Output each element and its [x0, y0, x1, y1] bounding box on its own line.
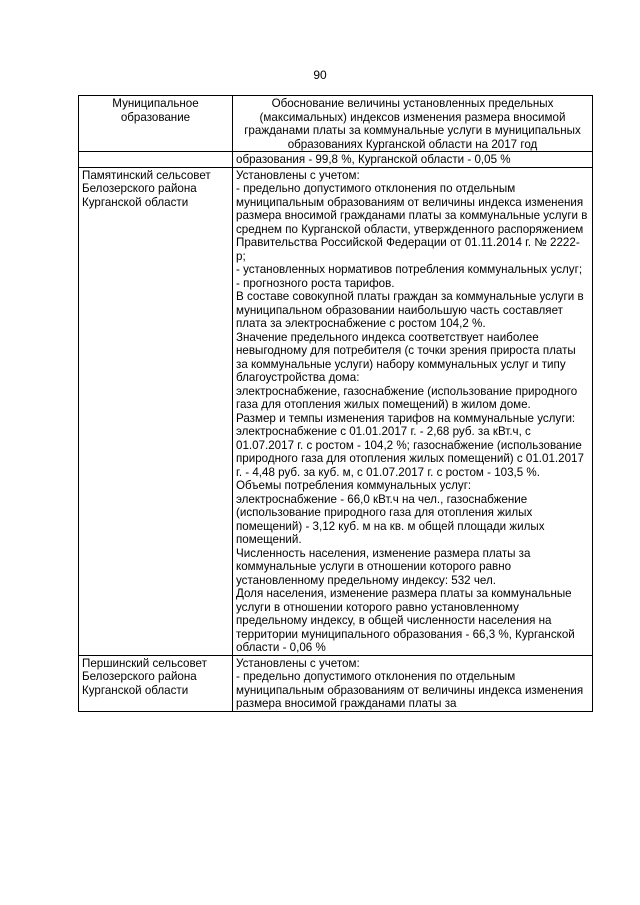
- header-justification: Обоснование величины установленных предельных (максимальных) индексов изменения размера вносимой гражданами платы за коммунальные услуги в муниципальных образованиях Курганской области на 2017 год: [233, 96, 593, 152]
- table-row: [79, 655, 593, 711]
- paragraph: - установленных нормативов потребления коммунальных услуг;: [236, 263, 583, 276]
- paragraph: - прогнозного роста тарифов.: [236, 276, 395, 290]
- paragraph: В составе совокупной платы граждан за коммунальные услуги в муниципальном образовании наибольшую часть составляет плата за электроснабжение с ростом 104,2 %.: [236, 290, 584, 330]
- paragraph: Размер и темпы изменения тарифов на коммунальные услуги:: [236, 411, 576, 425]
- paragraph: Установлены с учетом:: [236, 168, 360, 182]
- justification-cell: [233, 167, 593, 655]
- paragraph: электроснабжение с 01.01.2017 г. - 2,68 руб. за кВт.ч, с 01.07.2017 г. с ростом - 104,2 %; газоснабжение (использование природного газа для отопления жилых помещений) с 01.01.2017 г. - 4,48 руб. за куб. м, с 01.07.2017 г. с ростом - 103,5 %.: [236, 425, 584, 479]
- justification-table: [78, 95, 593, 712]
- paragraph: Объемы потребления коммунальных услуг:: [236, 479, 472, 492]
- paragraph: - предельно допустимого отклонения по отдельным муниципальным образованиям от величины индекса изменения размера вносимой гражданами платы за коммунальные услуги в среднем по Курганской области, утвержденного распоряжением Правительства Российской Федерации от 01.11.2014 г. № 2222-р;: [236, 182, 588, 263]
- municipality-name: Першинский сельсовет Белозерского района Курганской области: [79, 655, 233, 711]
- table-row: [79, 167, 593, 655]
- paragraph: электроснабжение, газоснабжение (использование природного газа для отопления жилых помещений) в жилом доме.: [236, 384, 578, 411]
- continuation-empty-cell: [79, 152, 233, 168]
- paragraph: - предельно допустимого отклонения по отдельным муниципальным образованиям от величины индекса изменения размера вносимой гражданами платы за: [236, 670, 584, 710]
- continuation-text: образования - 99,8 %, Курганской области - 0,05 %: [233, 152, 593, 168]
- continuation-row: [79, 152, 593, 168]
- header-municipality: Муниципальное образование: [79, 96, 233, 152]
- paragraph: Значение предельного индекса соответствует наиболее невыгодному для потребителя (с точки зрения прироста платы за коммунальные услуги) набору коммунальных услуг и типу благоустройства дома:: [236, 330, 576, 384]
- justification-cell: [233, 655, 593, 711]
- municipality-name: Памятинский сельсовет Белозерского района Курганской области: [79, 167, 233, 655]
- paragraph: Численность населения, изменение размера платы за коммунальные услуги в отношении которого равно установленному предельному индексу: 532 чел.: [236, 546, 531, 587]
- paragraph: электроснабжение - 66,0 кВт.ч на чел., газоснабжение (использование природного газа для отопления жилых помещений) - 3,12 куб. м на кв. м общей площади жилых помещений.: [236, 492, 545, 546]
- table-header-row: [79, 96, 593, 152]
- paragraph: Доля населения, изменение размера платы за коммунальные услуги в отношении которого равно установленному предельному индексу, в общей численности населения на территории муниципального образования - 66,3 %, Курганской области - 0,06 %: [236, 587, 575, 654]
- paragraph: Установлены с учетом:: [236, 656, 360, 670]
- page-number: 90: [313, 68, 327, 82]
